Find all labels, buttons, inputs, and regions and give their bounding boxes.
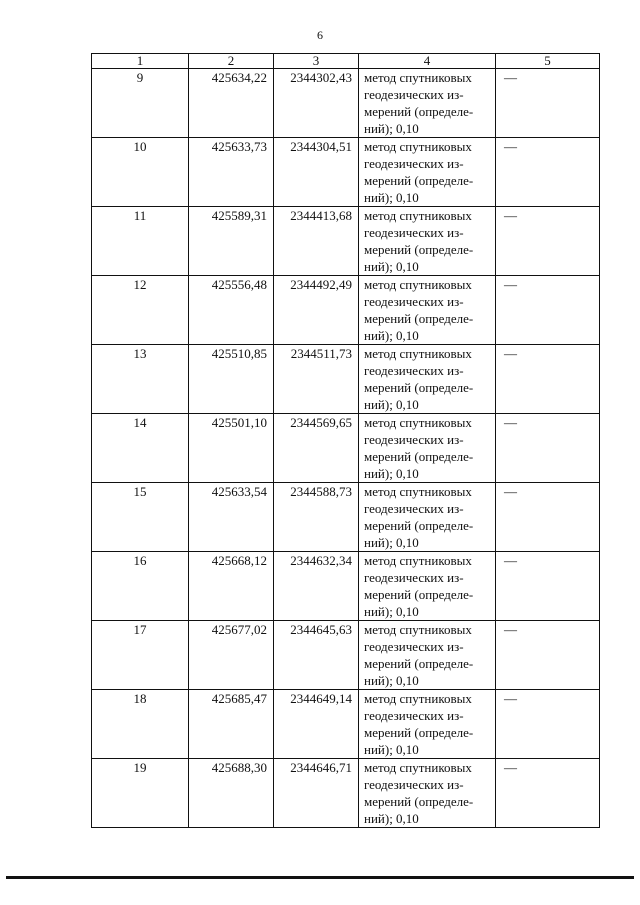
note-cell: —	[496, 276, 600, 345]
coordinate-x-cell: 425556,48	[189, 276, 274, 345]
coordinate-y-cell: 2344632,34	[274, 552, 359, 621]
method-accuracy-cell: метод спутниковых геодезических из-мерений (определе-ний); 0,10	[359, 483, 496, 552]
point-number-cell: 11	[92, 207, 189, 276]
point-number-cell: 19	[92, 759, 189, 828]
coordinate-x-cell: 425633,54	[189, 483, 274, 552]
note-cell: —	[496, 138, 600, 207]
note-cell: —	[496, 552, 600, 621]
coordinate-y-cell: 2344588,73	[274, 483, 359, 552]
note-cell: —	[496, 207, 600, 276]
coordinate-x-cell: 425501,10	[189, 414, 274, 483]
point-number-cell: 18	[92, 690, 189, 759]
table-header-row	[92, 54, 600, 69]
point-number-cell: 9	[92, 69, 189, 138]
method-accuracy-cell: метод спутниковых геодезических из-мерений (определе-ний); 0,10	[359, 690, 496, 759]
table-row	[92, 207, 600, 276]
coordinate-x-cell: 425633,73	[189, 138, 274, 207]
point-number-cell: 14	[92, 414, 189, 483]
method-accuracy-cell: метод спутниковых геодезических из-мерений (определе-ний); 0,10	[359, 414, 496, 483]
point-number-cell: 10	[92, 138, 189, 207]
coordinate-y-cell: 2344646,71	[274, 759, 359, 828]
coordinates-table	[91, 53, 600, 828]
method-accuracy-cell: метод спутниковых геодезических из-мерений (определе-ний); 0,10	[359, 138, 496, 207]
table-row	[92, 690, 600, 759]
coordinate-y-cell: 2344511,73	[274, 345, 359, 414]
table-row	[92, 621, 600, 690]
method-accuracy-cell: метод спутниковых геодезических из-мерений (определе-ний); 0,10	[359, 759, 496, 828]
point-number-cell: 16	[92, 552, 189, 621]
coordinate-y-cell: 2344302,43	[274, 69, 359, 138]
point-number-cell: 12	[92, 276, 189, 345]
header-col-5: 5	[496, 54, 600, 69]
note-cell: —	[496, 621, 600, 690]
coordinate-x-cell: 425688,30	[189, 759, 274, 828]
note-cell: —	[496, 483, 600, 552]
coordinate-y-cell: 2344413,68	[274, 207, 359, 276]
coordinate-y-cell: 2344645,63	[274, 621, 359, 690]
table-row	[92, 69, 600, 138]
method-accuracy-cell: метод спутниковых геодезических из-мерений (определе-ний); 0,10	[359, 552, 496, 621]
coordinate-y-cell: 2344569,65	[274, 414, 359, 483]
coordinate-x-cell: 425668,12	[189, 552, 274, 621]
table-row	[92, 483, 600, 552]
page-number: 6	[317, 28, 323, 42]
table-row	[92, 759, 600, 828]
coordinate-y-cell: 2344304,51	[274, 138, 359, 207]
table-row	[92, 138, 600, 207]
table-row	[92, 552, 600, 621]
table-row	[92, 414, 600, 483]
coordinate-y-cell: 2344649,14	[274, 690, 359, 759]
header-col-2: 2	[189, 54, 274, 69]
coordinate-x-cell: 425589,31	[189, 207, 274, 276]
header-col-4: 4	[359, 54, 496, 69]
method-accuracy-cell: метод спутниковых геодезических из-мерений (определе-ний); 0,10	[359, 69, 496, 138]
bottom-rule	[6, 876, 634, 879]
note-cell: —	[496, 414, 600, 483]
coordinate-x-cell: 425510,85	[189, 345, 274, 414]
method-accuracy-cell: метод спутниковых геодезических из-мерений (определе-ний); 0,10	[359, 276, 496, 345]
coordinate-y-cell: 2344492,49	[274, 276, 359, 345]
header-col-1: 1	[92, 54, 189, 69]
coordinate-x-cell: 425677,02	[189, 621, 274, 690]
point-number-cell: 13	[92, 345, 189, 414]
table-row	[92, 345, 600, 414]
coordinate-x-cell: 425685,47	[189, 690, 274, 759]
method-accuracy-cell: метод спутниковых геодезических из-мерений (определе-ний); 0,10	[359, 345, 496, 414]
note-cell: —	[496, 345, 600, 414]
table-row	[92, 276, 600, 345]
header-col-3: 3	[274, 54, 359, 69]
point-number-cell: 15	[92, 483, 189, 552]
note-cell: —	[496, 69, 600, 138]
method-accuracy-cell: метод спутниковых геодезических из-мерений (определе-ний); 0,10	[359, 621, 496, 690]
note-cell: —	[496, 690, 600, 759]
method-accuracy-cell: метод спутниковых геодезических из-мерений (определе-ний); 0,10	[359, 207, 496, 276]
coordinate-x-cell: 425634,22	[189, 69, 274, 138]
note-cell: —	[496, 759, 600, 828]
point-number-cell: 17	[92, 621, 189, 690]
